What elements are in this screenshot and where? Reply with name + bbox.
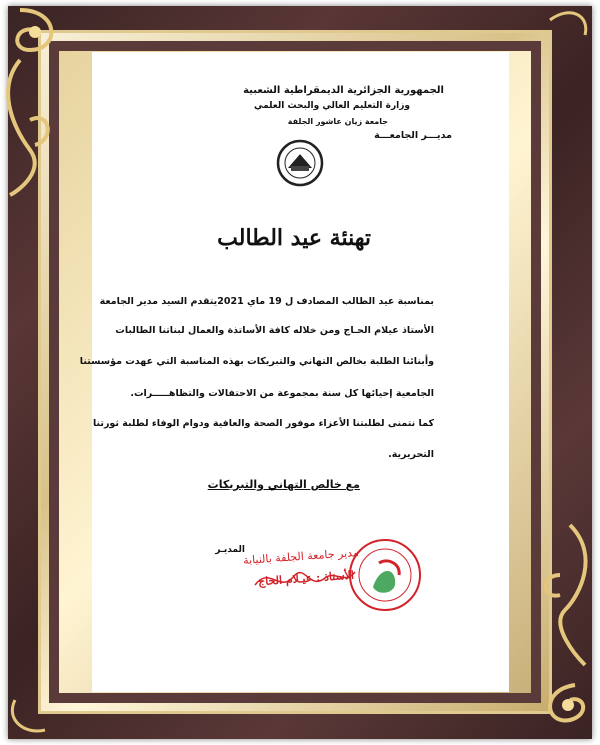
ministry-header: وزارة التعليم العالي والبحث العلمي [253, 101, 410, 111]
ornament-bottom-left-icon [0, 690, 60, 745]
ornament-bottom-right-icon [530, 515, 600, 745]
closing-line: مع خالص التهاني والتبريكات [207, 478, 360, 491]
stamp-text-line-2: الأستاذ : عيـلام الحاج [257, 568, 355, 589]
director-title: مديـــر الجامعـــة [374, 130, 452, 141]
university-logo-icon [275, 138, 325, 188]
ornament-top-left-icon [0, 0, 70, 200]
university-header: جامعة زيان عاشور الجلفة [287, 117, 388, 126]
body-line-4: الجامعية إحيائها كل سنة بمجموعة من الاحتفالات والتظاهـــــرات. [130, 388, 434, 399]
body-line-3: وأبنائنا الطلبة بخالص التهاني والتبريكات بهذه المناسبة التي عهدت مؤسستنا [79, 356, 434, 367]
republic-header: الجمهورية الجزائرية الديمقراطية الشعبية [243, 85, 444, 96]
ornament-top-right-icon [540, 0, 600, 60]
body-line-1: بمناسبة عيد الطالب المصادف ل 19 ماي 2021يتقدم السيد مدير الجامعة [99, 296, 434, 307]
body-line-5: كما نتمنى لطلبتنا الأعزاء موفور الصحة والعافية ودوام الوفاء لطلبة ثورتنا [92, 418, 434, 429]
signature-scribble-icon [250, 560, 360, 600]
signature-label: المديـر [215, 545, 245, 555]
body-line-6: التحريرية. [388, 449, 434, 460]
page-title: تهنئة عيد الطالب [217, 225, 371, 251]
body-line-2: الأستاذ عيلام الحـاج ومن خلاله كافة الأساتذة والعمال لبناتنا الطالبات [115, 325, 434, 336]
stamp-text-line-1: مدير جامعة الجلفة بالنيابة [242, 545, 360, 568]
